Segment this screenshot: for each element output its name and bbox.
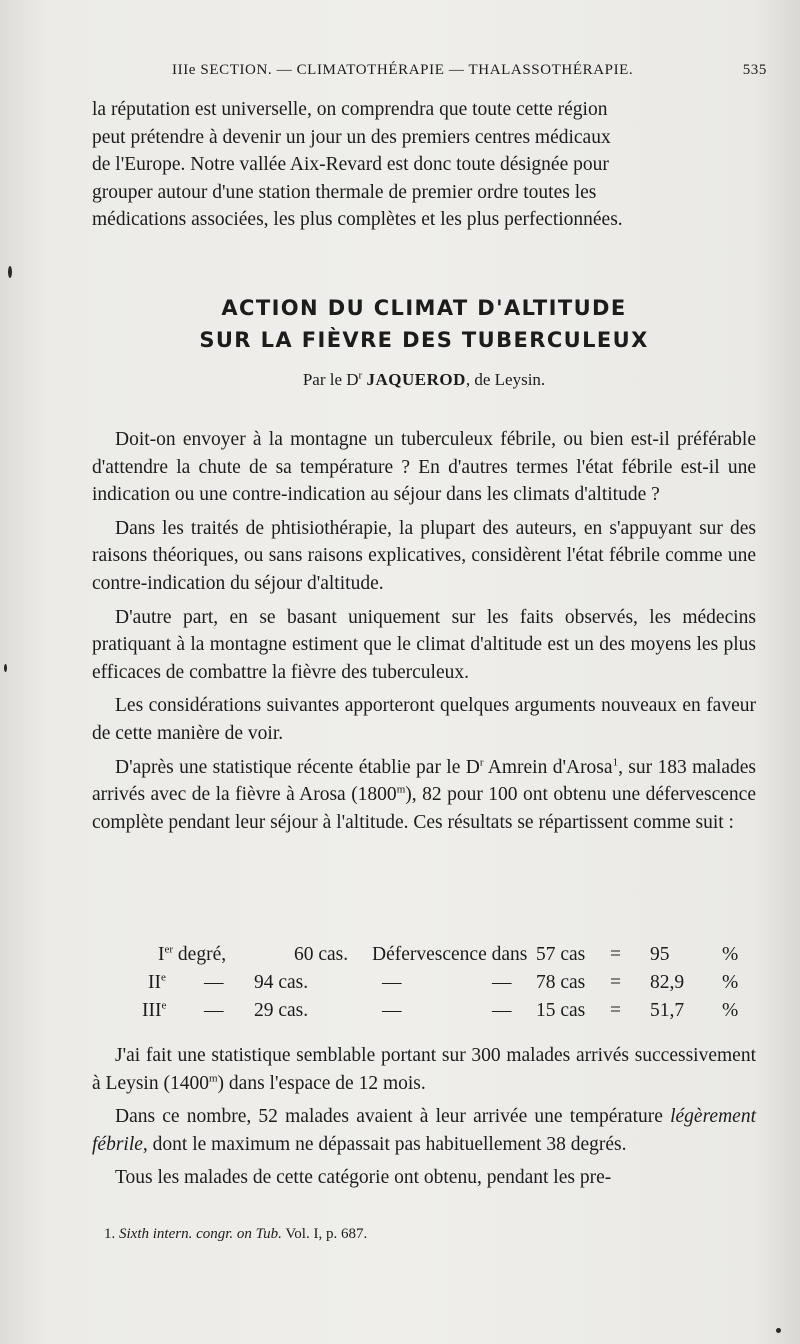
running-head <box>172 62 772 88</box>
percent: 82,9 <box>650 972 685 993</box>
paragraph: Dans les traités de phtisiothérapie, la plupart des auteurs, en s'appuyant sur des raisons théoriques, ou sans raisons explicatives, considèrent l'état fébrile comme une contre-indication du séjour d'altitude. <box>92 517 756 594</box>
dash: — <box>204 1000 224 1021</box>
percent-unit: % <box>722 1000 739 1021</box>
paragraph <box>92 1103 756 1158</box>
author-name: JAQUEROD <box>366 370 466 389</box>
intro-line: la réputation est universelle, on comprendra que toute cette région <box>92 99 608 120</box>
paragraph: D'autre part, en se basant uniquement sur les faits observés, les médecins pratiquant à la montagne estiment que le climat d'altitude est un des moyens les plus efficaces de combattre la fièvre des tuberculeux. <box>92 606 756 683</box>
section-title: IIIe SECTION. — CLIMATOTHÉRAPIE — THALASSOTHÉRAPIE. <box>172 62 634 78</box>
superscript: m <box>208 1072 218 1085</box>
footnote <box>104 1226 744 1243</box>
obtained: 15 cas <box>536 1000 586 1021</box>
dash: — <box>382 1000 402 1021</box>
body-text-lower <box>92 1042 756 1192</box>
cases: 60 cas. <box>294 944 349 965</box>
byline-sup: r <box>358 369 363 382</box>
text-run: Dans ce nombre, 52 malades avaient à leur arrivée une température <box>115 1106 671 1128</box>
intro-line: grouper autour d'une station thermale de premier ordre toutes les <box>92 181 597 203</box>
paragraph: Les considérations suivantes apporteront quelques arguments nouveaux en faveur de cette manière de voir. <box>92 695 756 744</box>
dash: — <box>382 972 402 993</box>
italic-text: légèrement fébrile <box>92 1106 756 1155</box>
scan-mark <box>776 1328 781 1333</box>
percent-unit: % <box>722 944 739 965</box>
article-title-line-2: SUR LA FIÈVRE DES TUBERCULEUX <box>199 328 649 352</box>
paragraph: Tous les malades de cette catégorie ont obtenu, pendant les pre- <box>115 1167 612 1189</box>
byline-suffix: , de Leysin. <box>465 370 546 389</box>
stats-row <box>0 972 800 1000</box>
dash: — <box>204 972 224 993</box>
page-number: 535 <box>742 62 767 78</box>
footnote-marker: 1 <box>612 756 619 769</box>
scan-mark <box>8 266 12 278</box>
byline <box>92 370 756 390</box>
byline-prefix: Par le D <box>302 370 359 389</box>
dash: — <box>492 1000 512 1021</box>
superscript: r <box>479 756 484 769</box>
superscript: m <box>396 783 406 796</box>
article-title-line-1: ACTION DU CLIMAT D'ALTITUDE <box>221 296 627 320</box>
footnote-reference: Sixth intern. congr. on Tub. <box>119 1226 282 1242</box>
stats-row <box>0 944 800 972</box>
footnote-detail: Vol. I, p. 687. <box>281 1226 368 1242</box>
percent-unit: % <box>722 972 739 993</box>
text-run: , sur 183 malades arrivés avec de la fièvre à Arosa (1800 <box>92 756 756 806</box>
degree: IIe <box>148 971 166 993</box>
paragraph: Doit-on envoyer à la montagne un tuberculeux fébrile, ou bien est-il préférable d'attendre la chute de sa température ? En d'autres termes l'état fébrile est-il une indication ou une contre-indication au séjour dans les climats d'altitude ? <box>92 429 756 506</box>
text-run: Amrein d'Arosa <box>483 756 613 778</box>
text-run: , dont le maximum ne dépassait pas habituellement 38 degrés. <box>142 1133 627 1155</box>
footnote-number: 1. <box>104 1226 116 1242</box>
degree: IIIe <box>142 999 167 1021</box>
text-run: D'après une statistique récente établie par le D <box>115 756 480 778</box>
equals: = <box>610 972 621 993</box>
obtained: 57 cas <box>536 944 586 965</box>
dash: — <box>492 972 512 993</box>
obtained: 78 cas <box>536 972 586 993</box>
paragraph <box>92 1042 756 1097</box>
cases: 94 cas. <box>254 972 309 993</box>
text-run: ), 82 pour 100 ont obtenu une défervescence complète pendant leur séjour à l'altitude. Ces résultats se répartissent comme suit : <box>92 784 756 833</box>
scan-mark <box>4 664 7 672</box>
paragraph <box>92 754 756 837</box>
intro-line: médications associées, les plus complètes et les plus perfectionnées. <box>92 209 623 231</box>
intro-paragraph <box>92 96 756 234</box>
cases: 29 cas. <box>254 1000 309 1021</box>
equals: = <box>610 944 621 965</box>
percent: 95 <box>650 944 670 965</box>
defervescence-label: Défervescence dans <box>372 944 528 965</box>
intro-line: peut prétendre à devenir un jour un des premiers centres médicaux <box>92 126 611 148</box>
stats-row <box>0 1000 800 1028</box>
body-text-upper <box>92 426 756 836</box>
percent: 51,7 <box>650 1000 685 1021</box>
text-run: ) dans l'espace de 12 mois. <box>217 1072 426 1094</box>
equals: = <box>610 1000 621 1021</box>
degree: Ier degré, <box>158 943 227 965</box>
text-run: J'ai fait une statistique semblable portant sur 300 malades arrivés successivement à Leysin (1400 <box>92 1045 756 1094</box>
intro-line: de l'Europe. Notre vallée Aix-Revard est donc toute désignée pour <box>92 154 609 176</box>
